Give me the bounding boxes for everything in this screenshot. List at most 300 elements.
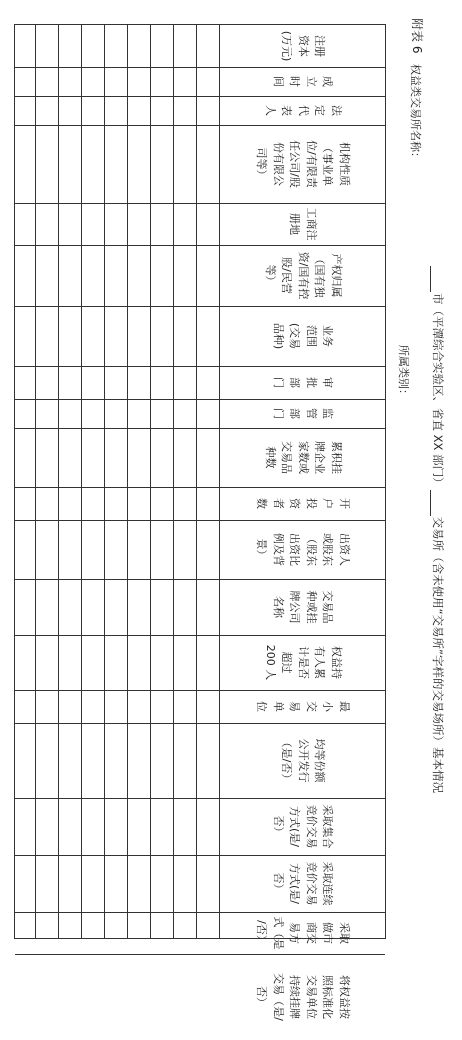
table-cell[interactable]	[105, 635, 128, 690]
table-cell[interactable]	[105, 428, 128, 487]
table-cell[interactable]	[174, 579, 197, 635]
table-cell[interactable]	[36, 855, 59, 912]
table-cell[interactable]	[36, 635, 59, 690]
table-cell[interactable]	[197, 912, 220, 954]
header-line: 种数	[263, 446, 277, 469]
table-cell[interactable]	[105, 67, 128, 96]
table-cell[interactable]	[36, 245, 59, 306]
header-line: 资本	[296, 35, 310, 57]
table-cell[interactable]	[82, 96, 105, 125]
table-cell[interactable]	[174, 428, 197, 487]
header-line: 权益持	[329, 646, 343, 679]
column-header-text	[261, 441, 344, 474]
header-line: （是/否）	[280, 736, 294, 785]
header-line: 方式(是/	[288, 863, 302, 904]
table-cell[interactable]	[82, 855, 105, 912]
header-line: 立	[305, 76, 318, 87]
header-line: 者	[272, 498, 285, 509]
header-line: 成	[321, 76, 335, 87]
table-cell[interactable]	[197, 723, 220, 798]
header-line: 定	[313, 105, 327, 116]
table-cell[interactable]	[36, 690, 59, 723]
table-cell[interactable]	[128, 306, 151, 366]
table-cell[interactable]	[59, 690, 82, 723]
table-cell[interactable]	[59, 399, 82, 428]
header-line: 方式(是/	[288, 806, 302, 847]
table-cell[interactable]	[13, 798, 36, 855]
header-line: 最	[338, 701, 351, 712]
table-cell[interactable]	[128, 798, 151, 855]
table-cell[interactable]	[151, 203, 174, 245]
table-cell[interactable]	[174, 125, 197, 203]
table-cell[interactable]	[59, 203, 82, 245]
table-cell[interactable]	[174, 690, 197, 723]
table-cell[interactable]	[105, 855, 128, 912]
header-line: 数	[255, 498, 269, 509]
table-cell[interactable]	[36, 399, 59, 428]
table-cell[interactable]	[105, 125, 128, 203]
table-cell[interactable]	[36, 67, 59, 96]
table-cell[interactable]	[13, 487, 36, 520]
table-cell[interactable]	[59, 912, 82, 954]
table-cell[interactable]	[82, 954, 105, 1040]
table-cell[interactable]	[197, 203, 220, 245]
header-line: 计是否	[296, 646, 310, 679]
column-header-7	[220, 306, 385, 366]
column-header-15	[220, 690, 385, 723]
table-cell[interactable]	[59, 723, 82, 798]
table-cell[interactable]	[174, 245, 197, 306]
table-cell[interactable]	[128, 399, 151, 428]
table-cell[interactable]	[82, 366, 105, 399]
table-cell[interactable]	[13, 723, 36, 798]
header-line: 采取连续	[321, 861, 335, 906]
table-cell[interactable]	[59, 635, 82, 690]
table-cell[interactable]	[151, 67, 174, 96]
table-cell[interactable]	[197, 306, 220, 366]
table-cell[interactable]	[197, 125, 220, 203]
header-line: 出资比	[288, 533, 302, 566]
table-cell[interactable]	[105, 520, 128, 579]
table-cell[interactable]	[13, 912, 36, 954]
header-line: 开	[338, 498, 351, 509]
table-cell[interactable]	[36, 96, 59, 125]
header-line: 交	[305, 701, 318, 712]
column-header-text	[253, 973, 352, 1021]
header-line: 门	[272, 408, 285, 419]
table-cell[interactable]	[82, 428, 105, 487]
header-line: （事业单	[321, 142, 335, 186]
table-cell[interactable]	[128, 25, 151, 67]
table-cell[interactable]	[151, 25, 174, 67]
header-line: 门	[272, 377, 285, 388]
table-cell[interactable]	[151, 855, 174, 912]
header-line: 任公司/股	[288, 140, 302, 188]
table-cell[interactable]	[105, 245, 128, 306]
column-header-text	[253, 533, 352, 566]
table-cell[interactable]	[13, 579, 36, 635]
table-cell[interactable]	[82, 67, 105, 96]
table-cell[interactable]	[174, 912, 197, 954]
table-cell[interactable]	[128, 635, 151, 690]
column-header-text	[261, 252, 344, 300]
header-line: 出资人	[338, 533, 351, 566]
header-line: 间	[272, 76, 285, 87]
table-cell[interactable]	[59, 25, 82, 67]
table-cell[interactable]	[197, 635, 220, 690]
header-line: 批	[305, 377, 318, 388]
column-header-18	[220, 855, 385, 912]
table-cell[interactable]	[13, 96, 36, 125]
header-line: 持续挂牌	[288, 975, 302, 1019]
column-header-text	[278, 737, 328, 785]
header-line: 照标准化	[321, 975, 335, 1019]
table-cell[interactable]	[174, 399, 197, 428]
table-cell[interactable]	[59, 520, 82, 579]
table-cell[interactable]	[174, 723, 197, 798]
column-header-4	[220, 125, 385, 203]
header-line: 交易单位	[305, 975, 318, 1019]
table-cell[interactable]	[128, 245, 151, 306]
header-line: 式（是	[272, 916, 285, 950]
column-header-text	[270, 76, 336, 87]
table-cell[interactable]	[151, 690, 174, 723]
table-cell[interactable]	[174, 954, 197, 1040]
header-line: 将权益按	[338, 975, 351, 1019]
header-line: 名称	[272, 596, 285, 618]
header-line: 200 人	[263, 644, 277, 681]
column-header-14	[220, 635, 385, 690]
header-line: 时	[288, 76, 302, 87]
table-cell[interactable]	[197, 25, 220, 67]
table-cell[interactable]	[197, 487, 220, 520]
header-line: /否）	[255, 920, 269, 946]
info-table	[14, 24, 386, 1021]
table-cell[interactable]	[13, 366, 36, 399]
table-cell[interactable]	[197, 67, 220, 96]
table-cell[interactable]	[174, 67, 197, 96]
table-cell[interactable]	[105, 579, 128, 635]
table-cell[interactable]	[82, 487, 105, 520]
table-cell[interactable]	[151, 798, 174, 855]
header-line: 有人累	[313, 646, 327, 679]
header-line: 表	[280, 105, 294, 116]
header-line: 家数或	[296, 441, 310, 474]
header-line: 代	[296, 105, 310, 116]
table-cell[interactable]	[197, 690, 220, 723]
table-cell[interactable]	[59, 125, 82, 203]
table-cell[interactable]	[105, 690, 128, 723]
table-cell[interactable]	[36, 579, 59, 635]
table-cell[interactable]	[105, 954, 128, 1040]
table-cell[interactable]	[13, 399, 36, 428]
annex-label: 附表 6	[410, 18, 424, 54]
header-line: (万元)	[280, 30, 294, 62]
table-cell[interactable]	[82, 25, 105, 67]
header-line: 投	[305, 498, 318, 509]
table-cell[interactable]	[36, 798, 59, 855]
table-cell[interactable]	[128, 67, 151, 96]
category-label: 所属类别：	[397, 345, 410, 400]
table-cell[interactable]	[197, 520, 220, 579]
header-line: 易方	[288, 922, 302, 944]
table-cell[interactable]	[59, 245, 82, 306]
table-cell[interactable]	[13, 855, 36, 912]
table-cell[interactable]	[36, 366, 59, 399]
table-cell[interactable]	[13, 954, 36, 1040]
column-header-13	[220, 579, 385, 635]
header-line: 户	[321, 498, 335, 509]
table-cell[interactable]	[151, 96, 174, 125]
table-cell[interactable]	[13, 25, 36, 67]
table-cell[interactable]	[59, 366, 82, 399]
form-title	[430, 265, 446, 793]
table-cell[interactable]	[105, 306, 128, 366]
table-cell[interactable]	[105, 96, 128, 125]
column-header-12	[220, 520, 385, 579]
header-line: 均等份额	[313, 738, 327, 783]
header-line: 商交	[305, 922, 318, 944]
table-cell[interactable]	[197, 245, 220, 306]
header-line: 竞价交易	[305, 804, 318, 849]
header-line: 人	[263, 105, 277, 116]
column-header-17	[220, 798, 385, 855]
header-line: 位/有限责	[305, 140, 318, 188]
header-line: 交易品	[321, 590, 335, 624]
table-cell[interactable]	[36, 954, 59, 1040]
table-cell[interactable]	[174, 520, 197, 579]
column-header-text	[261, 645, 344, 681]
table-cell[interactable]	[82, 203, 105, 245]
table-cell[interactable]	[128, 203, 151, 245]
table-cell[interactable]	[36, 428, 59, 487]
header-line: 业务	[321, 324, 335, 347]
table-cell[interactable]	[128, 125, 151, 203]
table-cell[interactable]	[151, 366, 174, 399]
table-cell[interactable]	[128, 690, 151, 723]
table-cell[interactable]	[36, 25, 59, 67]
table-cell[interactable]	[82, 635, 105, 690]
column-header-1	[220, 25, 385, 67]
column-header-6	[220, 245, 385, 306]
table-cell[interactable]	[128, 954, 151, 1040]
column-header-text	[261, 105, 344, 116]
table-cell[interactable]	[59, 798, 82, 855]
header-line: （股东	[305, 533, 318, 566]
table-cell[interactable]	[174, 855, 197, 912]
column-header-9	[220, 399, 385, 428]
table-cell[interactable]	[13, 203, 36, 245]
table-cell[interactable]	[128, 855, 151, 912]
table-cell[interactable]	[197, 579, 220, 635]
table-cell[interactable]	[82, 245, 105, 306]
table-cell[interactable]	[197, 428, 220, 487]
column-header-11	[220, 487, 385, 520]
table-cell[interactable]	[105, 25, 128, 67]
table-cell[interactable]	[151, 245, 174, 306]
table-cell[interactable]	[13, 520, 36, 579]
column-header-text	[286, 208, 319, 241]
table-cell[interactable]	[82, 579, 105, 635]
header-line: 牌企业	[313, 441, 327, 474]
table-cell[interactable]	[36, 723, 59, 798]
header-line: 超过	[280, 651, 294, 674]
header-line: 股/民营	[280, 257, 294, 294]
header-line: 法	[329, 105, 343, 116]
table-cell[interactable]	[174, 25, 197, 67]
header-line: 否）	[272, 815, 285, 838]
table-cell[interactable]	[197, 855, 220, 912]
table-cell[interactable]	[174, 798, 197, 855]
table-cell[interactable]	[128, 723, 151, 798]
table-cell[interactable]	[105, 366, 128, 399]
header-line: 资	[288, 498, 302, 509]
header-line: 司等）	[255, 147, 269, 181]
table-cell[interactable]	[59, 579, 82, 635]
column-header-20	[220, 954, 385, 1040]
header-line: 累积挂	[329, 441, 343, 474]
table-cell[interactable]	[174, 635, 197, 690]
table-cell[interactable]	[174, 366, 197, 399]
header-line: 审	[321, 377, 335, 388]
table-cell[interactable]	[151, 428, 174, 487]
header-line: 资/国有控	[296, 251, 310, 300]
header-line: 公开发行	[296, 738, 310, 783]
table-cell[interactable]	[128, 366, 151, 399]
column-header-2	[220, 67, 385, 96]
column-header-text	[253, 140, 352, 188]
table-cell[interactable]	[59, 67, 82, 96]
header-line: 交易（是/	[272, 973, 285, 1021]
table-cell[interactable]	[151, 954, 174, 1040]
header-line: 例及背	[272, 533, 285, 566]
title-part-1: 市（平潭综合实验区、省直 XX 部门）	[431, 293, 445, 489]
header-line: 等）	[263, 264, 277, 287]
table-cell[interactable]	[197, 366, 220, 399]
table-cell[interactable]	[174, 96, 197, 125]
column-header-text	[270, 862, 336, 906]
table-cell[interactable]	[151, 723, 174, 798]
table-cell[interactable]	[13, 306, 36, 366]
table-cell[interactable]	[82, 520, 105, 579]
table-cell[interactable]	[82, 912, 105, 954]
table-cell[interactable]	[128, 579, 151, 635]
table-cell[interactable]	[151, 306, 174, 366]
table-cell[interactable]	[13, 690, 36, 723]
table-cell[interactable]	[82, 399, 105, 428]
header-line: 位	[255, 701, 269, 712]
table-cell[interactable]	[82, 306, 105, 366]
table-cell[interactable]	[151, 520, 174, 579]
column-header-text	[270, 805, 336, 849]
table-cell[interactable]	[128, 520, 151, 579]
table-cell[interactable]	[174, 487, 197, 520]
table-cell[interactable]	[105, 798, 128, 855]
column-header-3	[220, 96, 385, 125]
header-line: 采取集合	[321, 804, 335, 849]
blank-line	[430, 490, 443, 516]
column-header-text	[270, 323, 336, 349]
table-cell[interactable]	[105, 912, 128, 954]
table-cell[interactable]	[105, 487, 128, 520]
table-cell[interactable]	[36, 520, 59, 579]
exchange-name-label: 权益类交易所名称：	[409, 64, 422, 163]
header-line: 册地	[288, 213, 302, 235]
table-cell[interactable]	[174, 203, 197, 245]
table-cell[interactable]	[59, 306, 82, 366]
table-cell[interactable]	[128, 428, 151, 487]
header-line: 牌公司	[288, 590, 302, 624]
table-cell[interactable]	[36, 306, 59, 366]
header-line: 单	[272, 701, 285, 712]
table-cell[interactable]	[197, 399, 220, 428]
table-cell[interactable]	[13, 67, 36, 96]
header-line: 份有限公	[272, 142, 285, 186]
table-cell[interactable]	[82, 125, 105, 203]
table-cell[interactable]	[128, 96, 151, 125]
table-cell[interactable]	[82, 798, 105, 855]
table-cell[interactable]	[36, 203, 59, 245]
header-line: 景）	[255, 538, 269, 561]
table-cell[interactable]	[59, 428, 82, 487]
table-cell[interactable]	[59, 487, 82, 520]
column-header-text	[270, 377, 336, 388]
table-cell[interactable]	[59, 855, 82, 912]
table-cell[interactable]	[59, 96, 82, 125]
column-header-text	[270, 591, 336, 624]
column-header-10	[220, 428, 385, 487]
header-line: 注册	[313, 35, 327, 57]
table-cell[interactable]	[13, 125, 36, 203]
header-line: 或股东	[321, 533, 335, 566]
header-line: 易	[288, 701, 302, 712]
header-line: （国有独	[313, 253, 327, 298]
header-line: 种或挂	[305, 590, 318, 624]
table-cell[interactable]	[197, 954, 220, 1040]
table-cell[interactable]	[151, 487, 174, 520]
table-cell[interactable]	[13, 635, 36, 690]
table-cell[interactable]	[151, 579, 174, 635]
column-header-16	[220, 723, 385, 798]
table-cell[interactable]	[13, 245, 36, 306]
header-line: 部	[288, 377, 302, 388]
table-cell[interactable]	[13, 428, 36, 487]
table-cell[interactable]	[151, 399, 174, 428]
table-cell[interactable]	[105, 203, 128, 245]
table-cell[interactable]	[174, 306, 197, 366]
table-cell[interactable]	[105, 723, 128, 798]
table-cell[interactable]	[82, 723, 105, 798]
header-line: 工商注	[305, 207, 318, 241]
table-cell[interactable]	[36, 125, 59, 203]
column-header-8	[220, 366, 385, 399]
table-cell[interactable]	[151, 912, 174, 954]
table-cell[interactable]	[82, 690, 105, 723]
table-cell[interactable]	[151, 635, 174, 690]
column-header-text	[270, 408, 336, 419]
table-cell[interactable]	[36, 912, 59, 954]
table-cell[interactable]	[36, 487, 59, 520]
table-cell[interactable]	[128, 912, 151, 954]
table-cell[interactable]	[197, 798, 220, 855]
table-cell[interactable]	[151, 125, 174, 203]
table-cell[interactable]	[128, 487, 151, 520]
header-line: 管	[305, 408, 318, 419]
table-cell[interactable]	[59, 954, 82, 1040]
table-cell[interactable]	[105, 399, 128, 428]
table-cell[interactable]	[197, 96, 220, 125]
header-line: 采取	[338, 922, 351, 944]
